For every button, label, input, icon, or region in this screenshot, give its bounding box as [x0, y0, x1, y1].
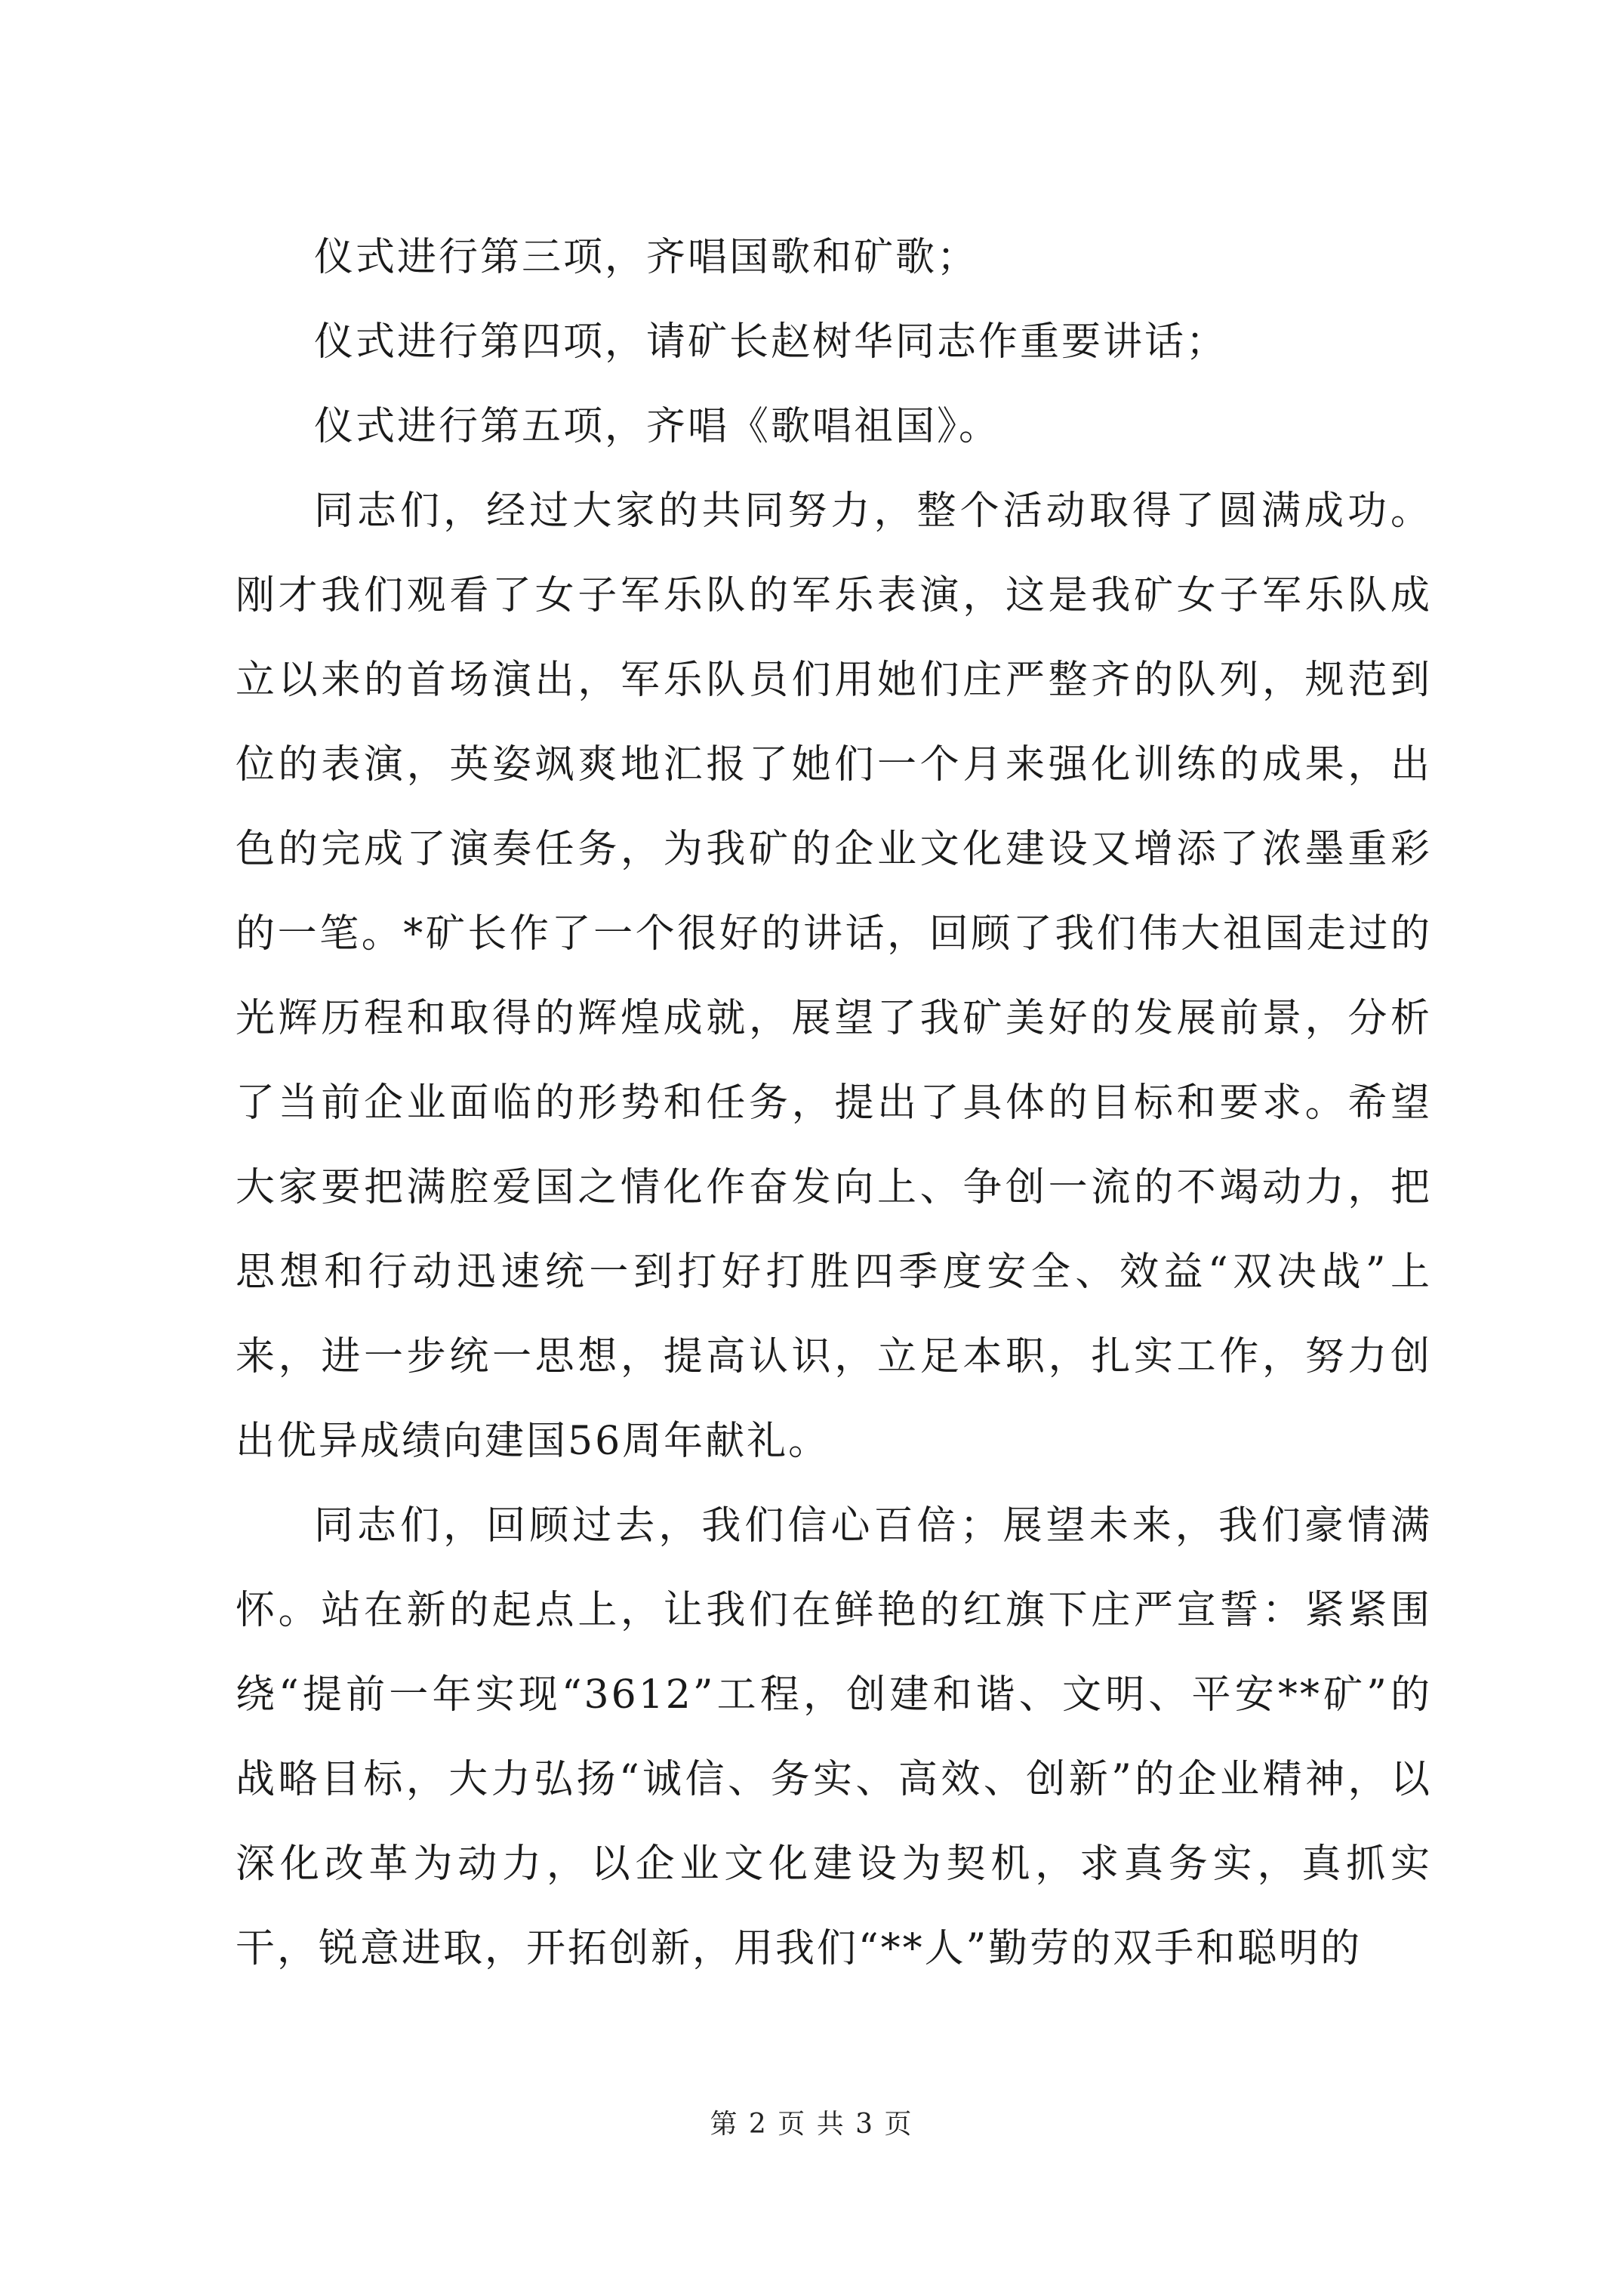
paragraph-pledge: 同志们，回顾过去，我们信心百倍；展望未来，我们豪情满怀。站在新的起点上，让我们在鲜艳的红旗下庄严宣誓：紧紧围绕“提前一年实现“3612”工程，创建和谐、文明、平安**矿”的战略目标，大力弘扬“诚信、务实、高效、创新”的企业精神，以深化改革为动力，以企业文化建设为契机，求真务实，真抓实干，锐意进取，开拓创新，用我们“**人”勤劳的双手和聪明的: [236, 1503, 1432, 1971]
paragraph-item-5: 仪式进行第五项，齐唱《歌唱祖国》。: [314, 404, 1001, 449]
paragraph-item-3: 仪式进行第三项，齐唱国歌和矿歌；: [314, 235, 979, 280]
document-body: [236, 215, 1432, 1991]
page-number-footer: 第 2 页 共 3 页: [710, 2109, 913, 2140]
paragraph-summary: 同志们，经过大家的共同努力，整个活动取得了圆满成功。刚才我们观看了女子军乐队的军乐表演，这是我矿女子军乐队成立以来的首场演出，军乐队员们用她们庄严整齐的队列，规范到位的表演，英姿飒爽地汇报了她们一个月来强化训练的成果，出色的完成了演奏任务，为我矿的企业文化建设又增添了浓墨重彩的一笔。*矿长作了一个很好的讲话，回顾了我们伟大祖国走过的光辉历程和取得的辉煌成就，展望了我矿美好的发展前景，分析了当前企业面临的形势和任务，提出了具体的目标和要求。希望大家要把满腔爱国之情化作奋发向上、争创一流的不竭动力，把思想和行动迅速统一到打好打胜四季度安全、效益“双决战”上来，进一步统一思想，提高认识，立足本职，扎实工作，努力创出优异成绩向建国56周年献礼。: [236, 488, 1432, 1464]
paragraph-item-4: 仪式进行第四项，请矿长赵树华同志作重要讲话；: [314, 319, 1228, 365]
